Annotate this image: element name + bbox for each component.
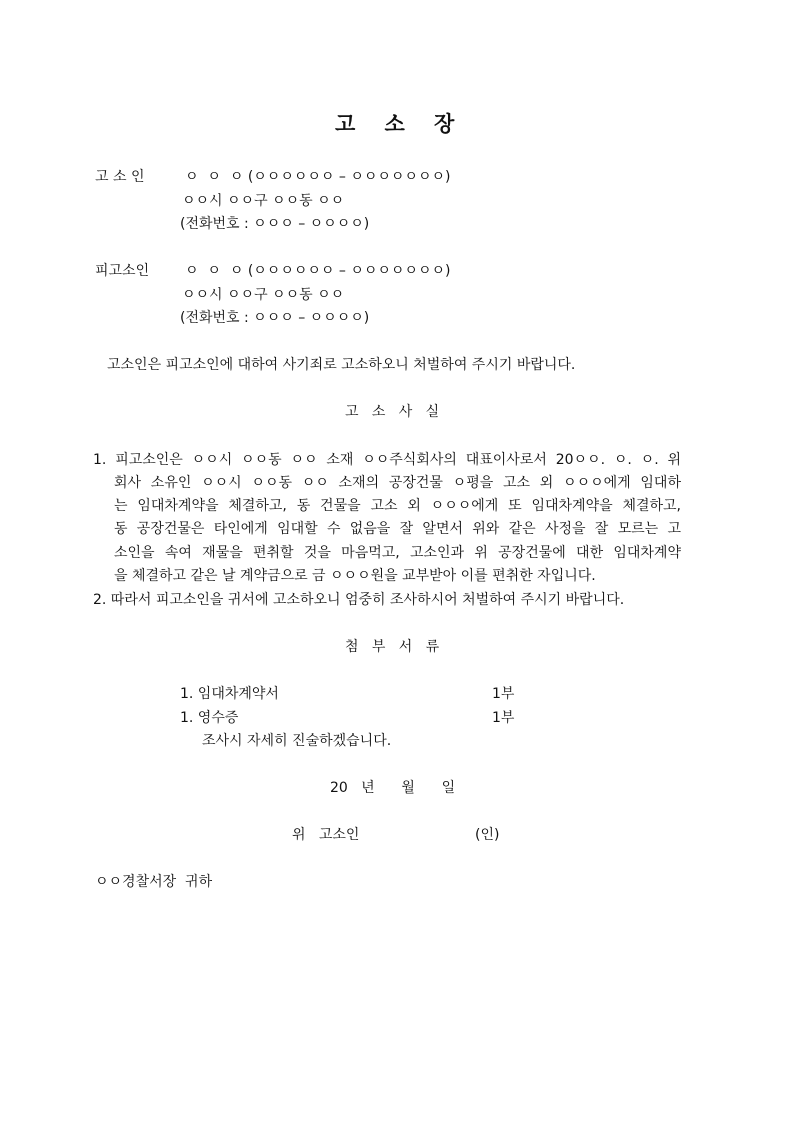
facts-item-1-line: 1. 피고소인은 ㅇㅇ시 ㅇㅇ동 ㅇㅇ 소재 ㅇㅇ주식회사의 대표이사로서 20ㅇㅇ. ㅇ. ㅇ. 위 xyxy=(93,452,681,468)
facts-item-1-line: 동 공장건물은 타인에게 임대할 수 없음을 잘 알면서 위와 같은 사정을 잘 모르는 고 xyxy=(114,521,681,537)
document-title: 고 소 장 xyxy=(335,112,455,136)
attachment-qty: 1부 xyxy=(492,710,515,726)
facts-item-1-line: 는 임대차계약을 체결하고, 동 건물을 고소 외 ㅇㅇㅇ에게 또 임대차계약을 체결하고, xyxy=(114,498,681,514)
attachment-qty: 1부 xyxy=(492,686,515,702)
complainant-address: ㅇㅇ시 ㅇㅇ구 ㅇㅇ동 ㅇㅇ xyxy=(182,193,345,209)
defendant-label: 피고소인 xyxy=(95,263,150,279)
complainant-label: 고 소 인 xyxy=(95,169,145,185)
intro-sentence: 고소인은 피고소인에 대하여 사기죄로 고소하오니 처벌하여 주시기 바랍니다. xyxy=(107,357,576,373)
signer-seal: (인) xyxy=(475,827,500,843)
complainant-phone: (전화번호 : ㅇㅇㅇ – ㅇㅇㅇㅇ) xyxy=(180,216,370,232)
facts-item-1-line: 소인을 속여 재물을 편취할 것을 마음먹고, 고소인과 위 공장건물에 대한 임대차계약 xyxy=(114,545,681,561)
facts-item-1-line: 회사 소유인 ㅇㅇ시 ㅇㅇ동 ㅇㅇ 소재의 공장건물 ㅇ평을 고소 외 ㅇㅇㅇ에게 임대하 xyxy=(114,475,681,491)
date-line: 20 년 월 일 xyxy=(330,780,456,796)
facts-heading: 고 소 사 실 xyxy=(345,404,440,420)
recipient: ㅇㅇ경찰서장 귀하 xyxy=(95,874,213,890)
defendant-phone: (전화번호 : ㅇㅇㅇ – ㅇㅇㅇㅇ) xyxy=(180,310,370,326)
facts-item-1-line: 을 체결하고 같은 날 계약금으로 금 ㅇㅇㅇ원을 교부받아 이를 편취한 자입니다. xyxy=(114,568,596,584)
attachment-note: 조사시 자세히 진술하겠습니다. xyxy=(202,733,392,749)
attachment-name: 1. 임대차계약서 xyxy=(180,686,279,702)
defendant-address: ㅇㅇ시 ㅇㅇ구 ㅇㅇ동 ㅇㅇ xyxy=(182,287,345,303)
defendant-name-id: ㅇ ㅇ ㅇ (ㅇㅇㅇㅇㅇㅇ – ㅇㅇㅇㅇㅇㅇㅇ) xyxy=(185,263,451,279)
attachments-heading: 첨 부 서 류 xyxy=(345,639,440,655)
complainant-name-id: ㅇ ㅇ ㅇ (ㅇㅇㅇㅇㅇㅇ – ㅇㅇㅇㅇㅇㅇㅇ) xyxy=(185,169,451,185)
attachment-name: 1. 영수증 xyxy=(180,710,239,726)
signer-label: 위 고소인 xyxy=(292,827,360,843)
facts-item-2: 2. 따라서 피고소인을 귀서에 고소하오니 엄중히 조사하시어 처벌하여 주시기 바랍니다. xyxy=(93,592,625,608)
